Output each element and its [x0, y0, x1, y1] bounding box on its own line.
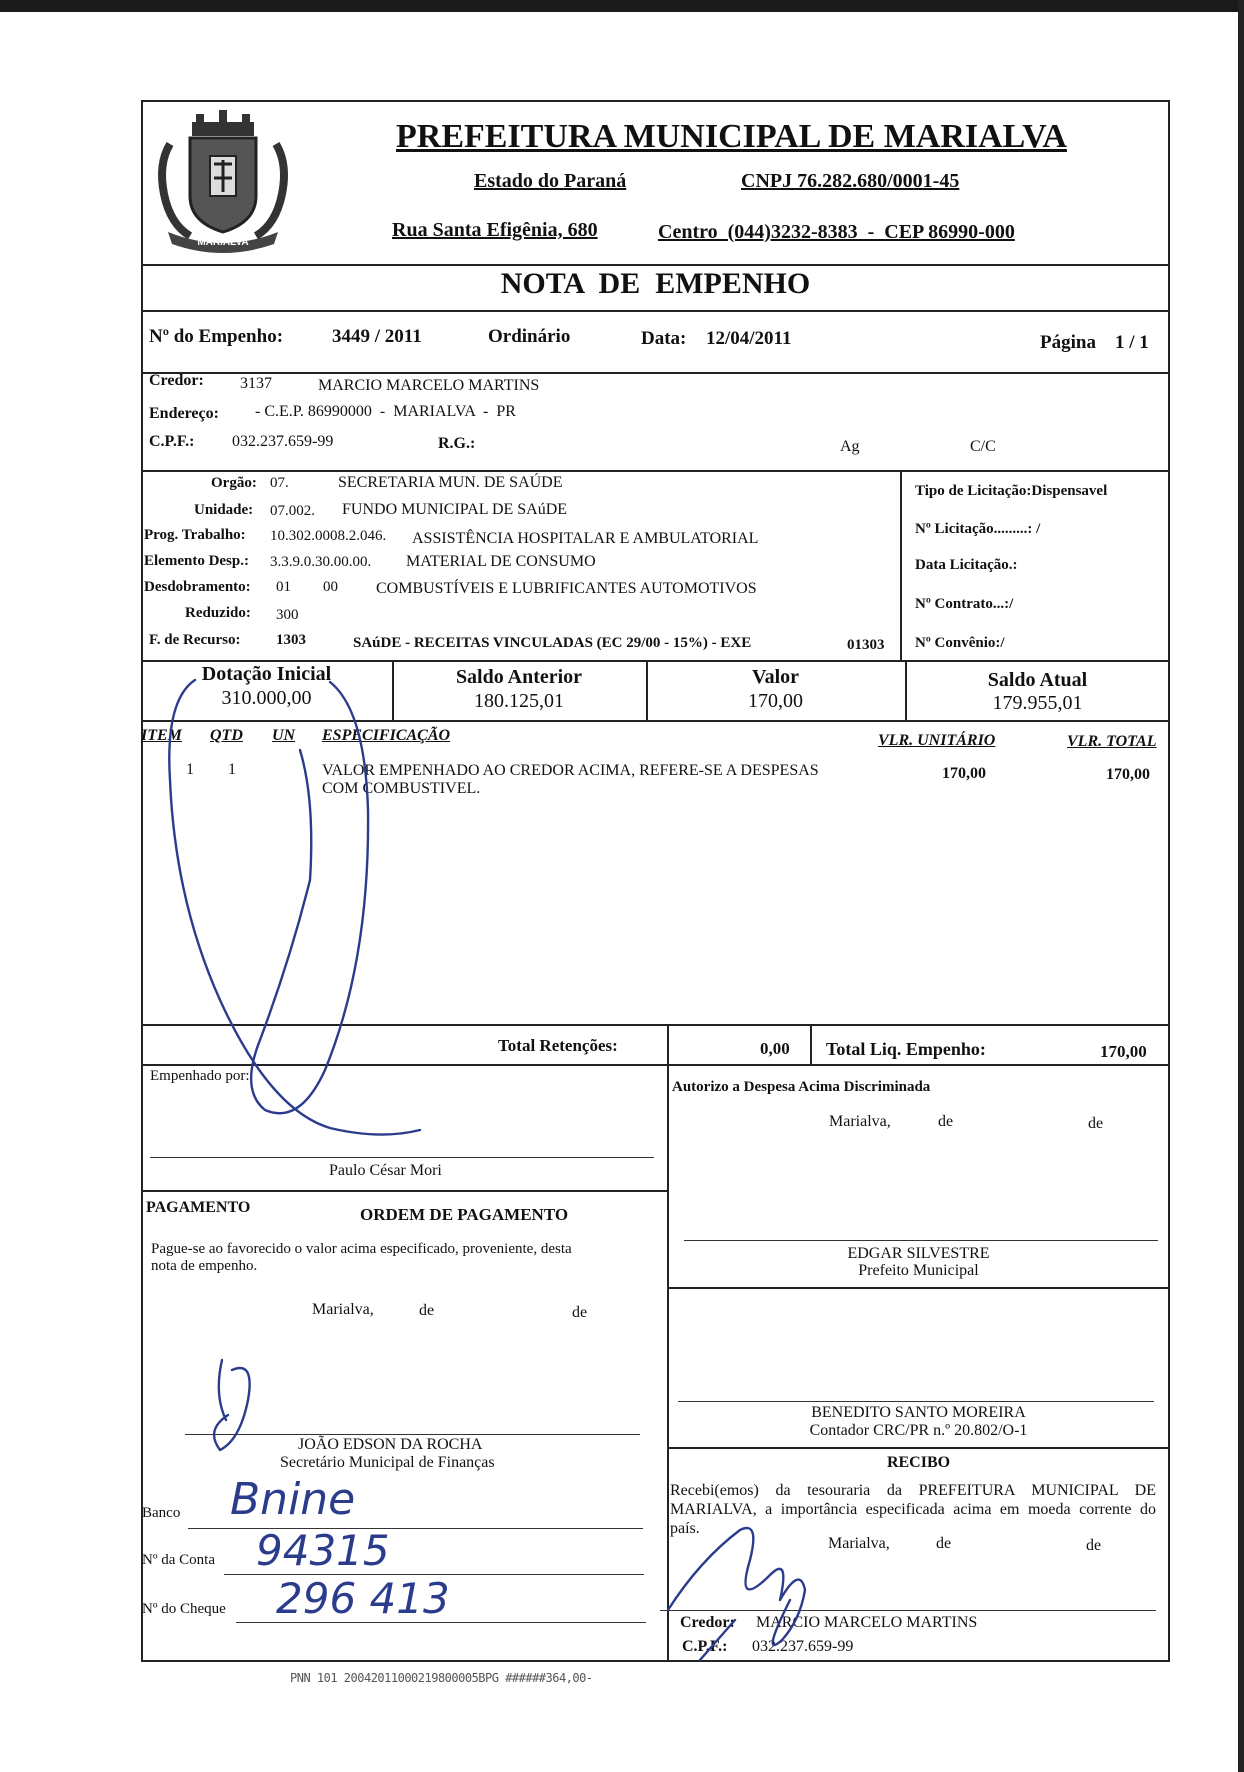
cheque-label: Nº do Cheque [142, 1601, 226, 1617]
recibo-de1: de [936, 1535, 952, 1552]
secretario-role: Secretário Municipal de Finanças [280, 1454, 495, 1471]
desdobramento-label: Desdobramento: [144, 579, 251, 595]
credor-signature [668, 1528, 805, 1645]
contador-name: BENEDITO SANTO MOREIRA [811, 1404, 1026, 1421]
orgao-name: SECRETARIA MUN. DE SAÚDE [338, 474, 563, 491]
retencoes-value: 0,00 [760, 1039, 790, 1058]
dotacao-value: 310.000,00 [221, 687, 312, 709]
pen-loop-mark [251, 682, 368, 1113]
licitacao-tipo: Tipo de Licitação:Dispensavel [915, 483, 1108, 499]
date-label: Data: [641, 328, 687, 349]
saldo-anterior-value: 180.125,01 [474, 690, 564, 712]
liquido-value: 170,00 [1100, 1042, 1147, 1061]
autorizo-de1: de [938, 1113, 954, 1130]
recibo-cpf-label: C.P.F.: [682, 1638, 728, 1655]
banco-handwriting: Bnine [230, 1474, 356, 1525]
conta-label: Nº da Conta [142, 1552, 215, 1568]
recibo-title: RECIBO [886, 1454, 951, 1471]
retencoes-label: Total Retenções: [498, 1036, 618, 1055]
licitacao-numero: Nº Licitação.........: / [915, 521, 1041, 537]
desdobramento-code2: 00 [323, 579, 338, 595]
recurso-label: F. de Recurso: [149, 632, 241, 648]
elemento-label: Elemento Desp.: [144, 553, 249, 569]
conta-handwriting: 94315 [256, 1526, 390, 1575]
pen-stroke-mark [169, 680, 420, 1135]
saldo-anterior-label: Saldo Anterior [455, 666, 583, 688]
empenho-label: Nº do Empenho: [149, 326, 284, 347]
desdobramento-code1: 01 [276, 579, 291, 595]
pagamento-de2: de [572, 1304, 588, 1321]
autorizo-de2: de [1088, 1115, 1104, 1132]
state-name: Estado do Paraná [474, 170, 627, 192]
header-un: UN [272, 727, 296, 744]
header-valor-total: VLR. TOTAL [1067, 733, 1157, 750]
empenhado-label: Empenhado por: [150, 1068, 250, 1084]
crest-text: MARIALVA [197, 237, 249, 248]
cc-label: C/C [970, 438, 996, 455]
recurso-number: 01303 [847, 637, 885, 653]
desdobramento-name: COMBUSTÍVEIS E LUBRIFICANTES AUTOMOTIVOS [376, 580, 757, 597]
orgao-label: Orgão: [211, 475, 257, 491]
page-value: 1 / 1 [1115, 332, 1149, 353]
secretario-signature [214, 1360, 250, 1450]
cnpj: CNPJ 76.282.680/0001-45 [741, 170, 960, 192]
saldo-atual-value: 179.955,01 [992, 692, 1083, 714]
page-label: Página [1040, 332, 1096, 353]
saldo-atual-label: Saldo Atual [987, 669, 1088, 691]
prog-code: 10.302.0008.2.046. [270, 528, 387, 544]
pagamento-label: PAGAMENTO [146, 1199, 251, 1216]
ordem-pagamento-title: ORDEM DE PAGAMENTO [360, 1205, 569, 1224]
unidade-name: FUNDO MUNICIPAL DE SAúDE [342, 501, 568, 518]
contrato-numero: Nº Contrato...:/ [915, 596, 1014, 612]
pagamento-city: Marialva, [312, 1301, 374, 1318]
header-valor-unitario: VLR. UNITÁRIO [878, 732, 996, 749]
unidade-label: Unidade: [194, 502, 254, 518]
valor-label: Valor [751, 666, 800, 688]
recibo-city: Marialva, [828, 1535, 890, 1552]
recibo-text-line2: MARIALVA, a importância especificada acima em moeda corrente do [670, 1501, 1156, 1518]
credor-label: Credor: [149, 372, 204, 389]
recibo-credor-name: MARCIO MARCELO MARTINS [756, 1614, 978, 1631]
credor-name: MARCIO MARCELO MARTINS [318, 377, 540, 394]
prefeito-name: EDGAR SILVESTRE [847, 1245, 990, 1262]
ag-label: Ag [840, 438, 860, 455]
row-valor-total: 170,00 [1106, 766, 1150, 783]
reduzido-label: Reduzido: [185, 605, 251, 621]
liquido-label: Total Liq. Empenho: [826, 1039, 986, 1059]
cheque-handwriting: 296 413 [276, 1574, 450, 1623]
row-valor-unitario: 170,00 [942, 765, 986, 782]
recibo-de2: de [1086, 1537, 1102, 1554]
recibo-cpf-value: 032.237.659-99 [752, 1638, 854, 1655]
footer-code: PNN 101 20042011000219800005BPG ######364,00- [290, 1671, 593, 1685]
empenho-type: Ordinário [488, 326, 571, 347]
empenhado-signer: Paulo César Mori [329, 1162, 442, 1179]
credor-signature-tail [700, 1620, 735, 1660]
orgao-code: 07. [270, 475, 289, 491]
elemento-name: MATERIAL DE CONSUMO [406, 553, 596, 570]
prog-label: Prog. Trabalho: [144, 527, 246, 543]
prog-name: ASSISTÊNCIA HOSPITALAR E AMBULATORIAL [412, 530, 759, 547]
pagamento-de1: de [419, 1302, 435, 1319]
prefeito-role: Prefeito Municipal [858, 1262, 979, 1279]
dotacao-label: Dotação Inicial [201, 663, 332, 685]
autorizo-city: Marialva, [829, 1113, 891, 1130]
row-item: 1 [186, 761, 194, 778]
recibo-text-line3: país. [670, 1520, 700, 1537]
recurso-code: 1303 [276, 632, 306, 648]
recurso-name: SAúDE - RECEITAS VINCULADAS (EC 29/00 - 15%) - EXE [353, 635, 752, 651]
street-address: Rua Santa Efigênia, 680 [392, 219, 598, 241]
reduzido-value: 300 [276, 607, 299, 623]
contador-role: Contador CRC/PR n.º 20.802/O-1 [809, 1422, 1028, 1439]
autorizo-label: Autorizo a Despesa Acima Discriminada [672, 1079, 931, 1095]
cpf-label: C.P.F.: [149, 433, 195, 450]
secretario-name: JOÃO EDSON DA ROCHA [298, 1436, 483, 1453]
pagamento-text-line1: Pague-se ao favorecido o valor acima especificado, proveniente, desta [151, 1241, 572, 1257]
header-item: ITEM [141, 727, 182, 744]
unidade-code: 07.002. [270, 503, 315, 519]
licitacao-data: Data Licitação.: [915, 557, 1018, 573]
recibo-text-line1: Recebi(emos) da tesouraria da PREFEITURA MUNICIPAL DE [670, 1482, 1156, 1499]
elemento-code: 3.3.9.0.30.00.00. [270, 554, 372, 570]
convenio-numero: Nº Convênio:/ [915, 635, 1005, 651]
row-especificacao-line2: COM COMBUSTIVEL. [322, 780, 481, 797]
header-qtd: QTD [210, 727, 243, 744]
pagamento-text-line2: nota de empenho. [151, 1258, 258, 1274]
municipality-title: PREFEITURA MUNICIPAL DE MARIALVA [396, 118, 1067, 155]
row-especificacao-line1: VALOR EMPENHADO AO CREDOR ACIMA, REFERE-SE A DESPESAS [322, 762, 819, 779]
banco-label: Banco [142, 1505, 181, 1521]
date-value: 12/04/2011 [706, 328, 792, 349]
valor-value: 170,00 [748, 690, 803, 712]
header-especificacao: ESPECIFICAÇÃO [322, 727, 451, 744]
recibo-credor-label: Credor: [680, 1614, 735, 1631]
rg-label: R.G.: [438, 435, 476, 452]
contact-info: Centro (044)3232-8383 - CEP 86990-000 [658, 221, 1015, 243]
endereco-label: Endereço: [149, 405, 219, 422]
cpf-value: 032.237.659-99 [232, 433, 334, 450]
empenho-number: 3449 / 2011 [332, 326, 422, 347]
row-qtd: 1 [228, 761, 236, 778]
document-title: NOTA DE EMPENHO [500, 267, 811, 300]
endereco-value: - C.E.P. 86990000 - MARIALVA - PR [255, 403, 516, 420]
credor-code: 3137 [240, 375, 272, 392]
